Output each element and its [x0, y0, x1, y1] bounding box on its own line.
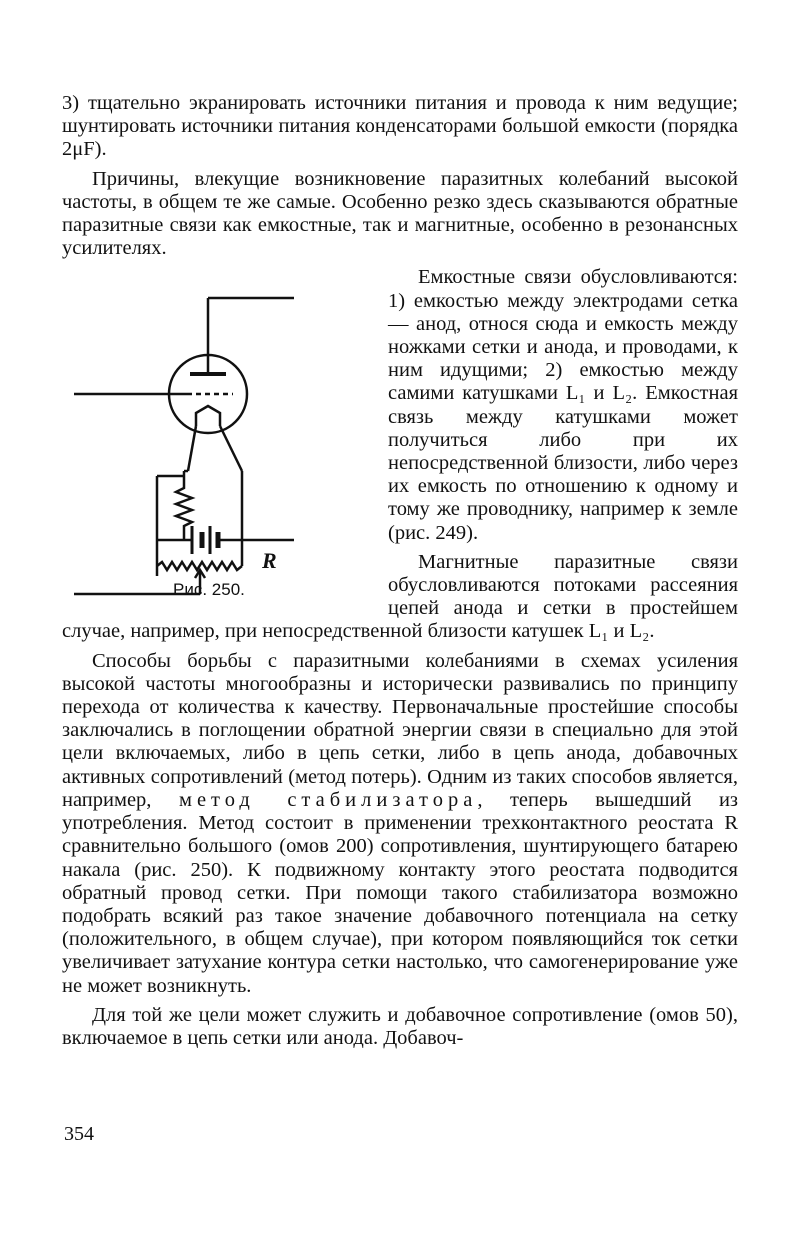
paragraph-3: Емкостные связи обусловливаются: 1) емкостью между электродами сетка — анод, относя сюда и емкость между ножками сетки и анода, и проводами, к ним идущими; 2) емкостью между самими катушками L₁ и L₂. Емкостная связь между катушками может получиться либо при их непосредственной близости, либо через их емкость по отношению к одному и тому же проводнику, например к земле (рис. 249). — [388, 266, 738, 544]
page-number: 354 — [64, 1123, 94, 1145]
figure-caption: Рис. 250. — [173, 580, 245, 600]
paragraph-5-part-2: , теперь вышедший из употребления. Метод состоит в применении трехконтактного реостата R сравнительно большого (омов 200) сопротивления, шунтирующего батарею накала (рис. 250). К подвижному контакту этого реостата подводится обратный провод сетки. При помощи такого стабилизатора возможно подобрать всякий раз такое значение добавочного потенциала на сетку (положительного, в общем случае), при котором появляющийся ток сетки увеличивает затухание контура сетки настолько, что самогенерирование уже не может возникнуть. — [62, 788, 739, 997]
method-name-spaced: метод стабилизатора — [178, 788, 478, 811]
paragraph-4: Магнитные паразитные связи обусловливаются потоками рассеяния цепей анода и сетки в простейшем случае, например, при непосредственной близости катушек L₁ и L₂. — [62, 550, 738, 643]
circuit-diagram — [62, 266, 378, 611]
page-body — [62, 92, 738, 1056]
paragraph-5 — [62, 650, 738, 998]
resistor-label: R — [262, 548, 277, 574]
paragraph-1: 3) тщательно экранировать источники питания и провода к ним ведущие; шунтировать источники питания конденсаторами большой емкости (порядка 2μF). — [62, 92, 738, 161]
grid-resistor — [176, 471, 192, 541]
filament — [196, 406, 220, 426]
text-column — [62, 92, 738, 1050]
paragraph-5-part-1: Способы борьбы с паразитными колебаниями в схемах усиления высокой частоты многообразны и исторически развивались по принципу перехода от количества к качеству. Первоначальные простейшие способы заключались в поглощении обратной энергии связи в специально для этой цели включаемых, либо в цепь сетки, либо в цепь анода, добавочных активных сопротивлений (метод потерь). Одним из таких способов является, например, — [62, 649, 738, 811]
paragraph-6: Для той же цели может служить и добавочное сопротивление (омов 50), включаемое в цепь сетки или анода. Добавоч- — [62, 1003, 738, 1049]
figure-250 — [62, 266, 378, 611]
paragraph-2: Причины, влекущие возникновение паразитных колебаний высокой частоты, в общем те же самые. Особенно резко здесь сказываются обратные паразитные связи как емкостные, так и магнитные, особенно в резонансных усилителях. — [62, 167, 738, 260]
